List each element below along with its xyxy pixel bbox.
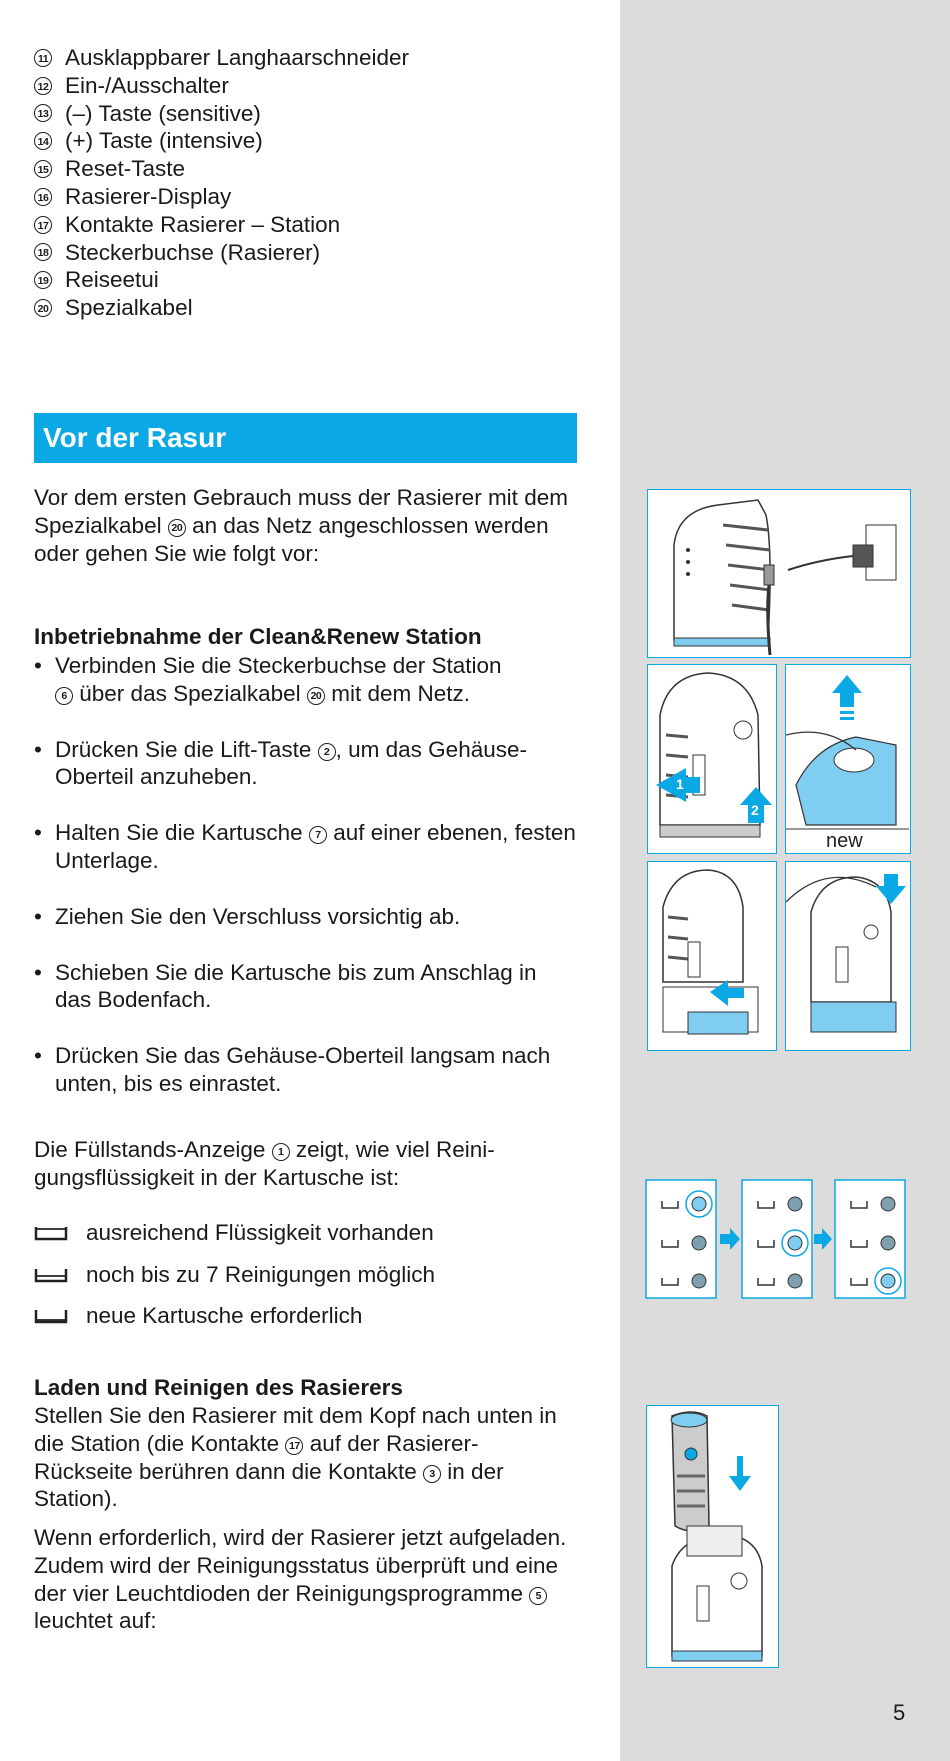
charge-paragraph: Stellen Sie den Rasierer mit dem Kopf nach unten in die Station (die Kontakte 17 auf der Rasierer-Rückseite berühren dann die Kontakte 3 in der Station). [34,1403,557,1512]
list-item: • Verbinden Sie die Steckerbuchse der Station 6 über das Spezialkabel 20 mit dem Netz. [34,652,594,708]
shaver-station-illustration [647,1406,777,1666]
level-medium-icon [34,1266,68,1284]
charge-heading: Laden und Reinigen des Rasierers [34,1375,403,1400]
list-item: 14 (+) Taste (intensive) [34,127,409,155]
list-item: • Halten Sie die Kartusche 7 auf einer ebenen, festen Unterlage. [34,819,594,875]
new-label: new [826,830,863,852]
list-item: 20 Spezialkabel [34,294,409,322]
section-title: Vor der Rasur [43,422,227,453]
list-item: 16 Rasierer-Display [34,183,409,211]
level-medium-row: noch bis zu 7 Reinigungen möglich [34,1262,435,1288]
figure-new-cartridge [785,664,911,854]
press-down-illustration [786,862,909,1049]
figure-fill-led-sequence [645,1178,915,1300]
list-item: 11 Ausklappbarer Langhaarschneider [34,44,409,72]
charge-paragraph-2: Wenn erforderlich, wird der Rasierer jetzt aufgeladen. Zudem wird der Reinigungsstatus überprüft und eine der vier Leuchtdioden der Reinigungsprogramme 5 leuchtet auf: [34,1525,567,1634]
led-sequence-illustration [645,1178,915,1300]
figure-press-down [785,861,911,1051]
page-number: 5 [893,1700,906,1725]
list-item: • Drücken Sie die Lift-Taste 2 , um das Gehäuse-Oberteil anzuheben. [34,736,594,792]
list-item: 13 (–) Taste (sensitive) [34,100,409,128]
level-full-row: ausreichend Flüssigkeit vorhanden [34,1220,434,1246]
level-full-icon [34,1224,68,1242]
list-item: 12 Ein-/Ausschalter [34,72,409,100]
list-item: • Drücken Sie das Gehäuse-Oberteil langsam nach unten, bis es einrastet. [34,1042,575,1098]
figure-lift-button [647,664,777,854]
station-heading: Inbetriebnahme der Clean&Renew Station [34,624,482,649]
station-plug-illustration [648,490,909,656]
insert-cartridge-illustration [648,862,775,1049]
step-2-label: 2 [751,802,759,818]
setup-steps [34,652,594,1126]
list-item: 17 Kontakte Rasierer – Station [34,211,409,239]
level-low-icon [34,1307,68,1325]
figure-station-plug [647,489,911,658]
list-item: 15 Reset-Taste [34,155,409,183]
step-1-label: 1 [676,776,684,792]
section-banner [34,413,577,463]
list-item: 18 Steckerbuchse (Rasierer) [34,239,409,267]
fill-level-paragraph: Die Füllstands-Anzeige 1 zeigt, wie viel Reini-gungsflüssigkeit in der Kartusche ist: [34,1137,495,1190]
list-item: • Schieben Sie die Kartusche bis zum Anschlag in das Bodenfach. [34,959,575,1015]
intro-paragraph: Vor dem ersten Gebrauch muss der Rasierer mit dem Spezialkabel 20 an das Netz angeschlossen werden oder gehen Sie wie folgt vor: [34,485,568,566]
parts-list [34,44,409,322]
lift-button-illustration [648,665,775,852]
list-item: • Ziehen Sie den Verschluss vorsichtig ab. [34,903,594,931]
figure-shaver-in-station [646,1405,779,1668]
figure-insert-cartridge [647,861,777,1051]
list-item: 19 Reiseetui [34,266,409,294]
level-low-row: neue Kartusche erforderlich [34,1303,362,1329]
new-cartridge-illustration [786,665,909,852]
